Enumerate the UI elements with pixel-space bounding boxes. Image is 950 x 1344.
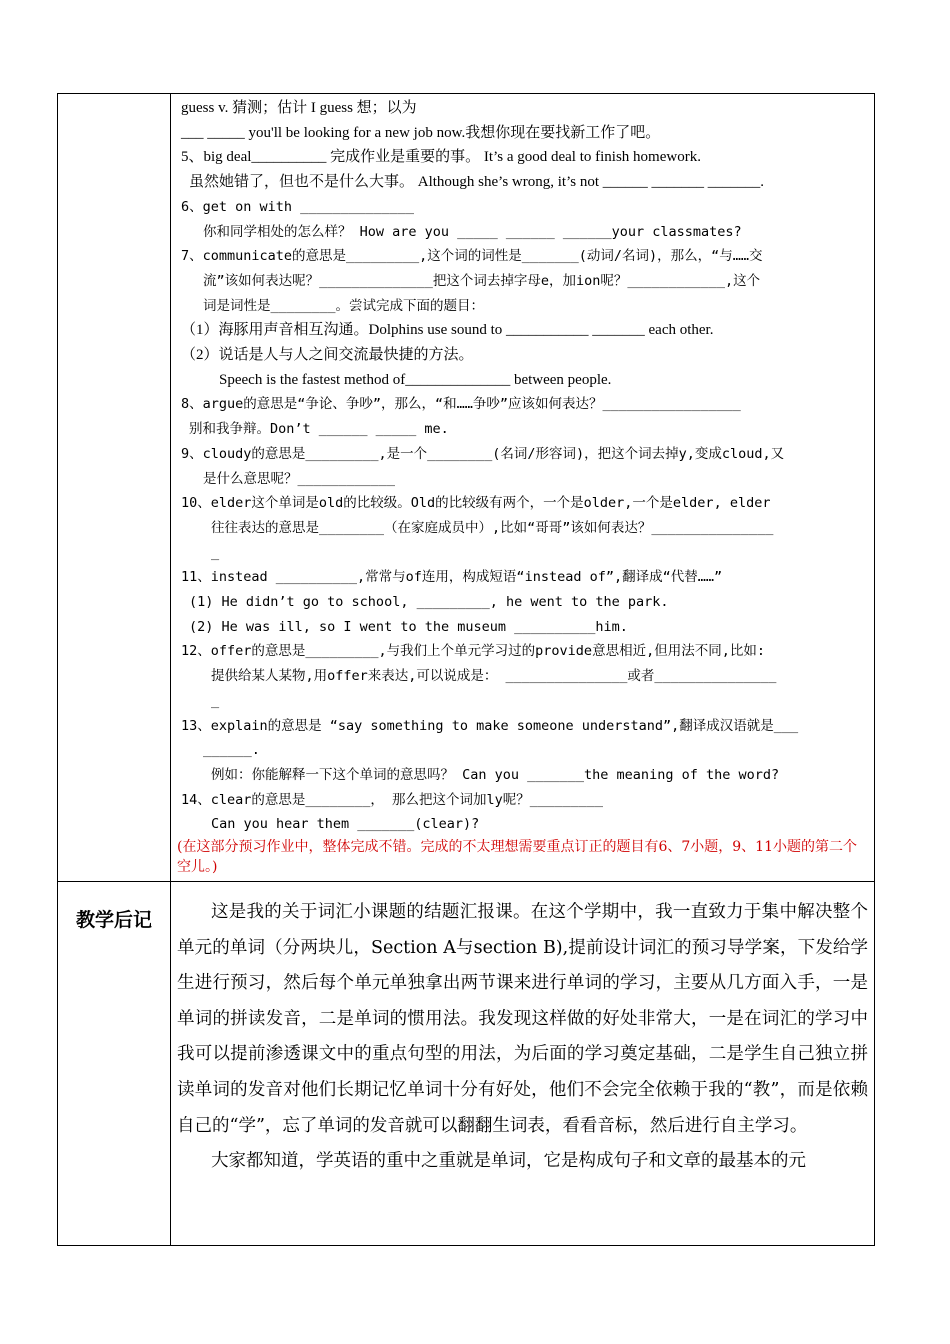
exercise-cell: [171, 94, 875, 882]
exercise-line: 你和同学相处的怎么样？ How are you _____ ______ ______your classmates?: [203, 223, 742, 240]
exercise-row: [58, 94, 875, 882]
exercise-line: 7、communicate的意思是_________,这个词的词性是_______(动词/名词)，那么，“与……交: [181, 248, 763, 265]
empty-label-cell: [58, 94, 171, 882]
exercise-line: 12、offer的意思是_________,与我们上个单元学习过的provide意思相近,但用法不同,比如:: [181, 643, 765, 660]
exercise-line: 10、elder这个单词是old的比较级。Old的比较级有两个，一个是older,一个是elder, elder: [181, 495, 771, 512]
exercise-line: 9、cloudy的意思是_________,是一个________(名词/形容词)，把这个词去掉y,变成cloud,又: [181, 445, 785, 462]
exercise-line: 提供给某人某物,用offer来表达,可以说成是： _______________或者_______________: [211, 668, 777, 685]
exercise-line: (1) He didn’t go to school, _________, he went to the park.: [189, 594, 669, 611]
exercise-line: 例如：你能解释一下这个单词的意思吗？ Can you _______the meaning of the word?: [211, 766, 780, 783]
reflection-cell: [171, 882, 875, 1246]
exercise-line: ______.: [203, 742, 260, 759]
exercise-line: 流”该如何表达呢？______________把这个词去掉字母e，加ion呢？____________,这个: [203, 272, 761, 289]
reflection-paragraph: 这是我的关于词汇小课题的结题汇报课。在这个学期中，我一直致力于集中解决整个单元的单词（分两块儿，Section A与section B),提前设计词汇的预习导学案，下发给学生进行预习，然后每个单元单独拿出两节课来进行单词的学习，主要从几方面入手，一是单词的拼读发音，二是单词的惯用法。我发现这样做的好处非常大，一是在词汇的学习中我可以提前渗透课文中的重点句型的用法，为后面的学习奠定基础，二是学生自己独立拼读单词的发音对他们长期记忆单词十分有好处，他们不会完全依赖于我的“教”，而是依赖自己的“学”，忘了单词的发音就可以翻翻生词表，看看音标，然后进行自主学习。: [177, 902, 868, 1136]
exercise-list: [177, 96, 868, 837]
exercise-line: 词是词性是________。尝试完成下面的题目：: [203, 297, 485, 314]
exercise-line: （1）海豚用声音相互沟通。Dolphins use sound to ___________ _______ each other.: [181, 322, 714, 339]
exercise-line: 13、explain的意思是 “say something to make someone understand”,翻译成汉语就是___: [181, 717, 799, 734]
exercise-line: （2）说话是人与人之间交流最快捷的方法。: [181, 347, 474, 364]
exercise-line: _: [211, 692, 220, 709]
exercise-line: guess v. 猜测；估计 I guess 想；以为: [181, 100, 417, 116]
exercise-line: 8、argue的意思是“争论、争吵”，那么，“和……争吵”应该如何表达？_________________: [181, 396, 741, 413]
exercise-line: 14、clear的意思是________， 那么把这个词加ly呢？_________: [181, 791, 603, 808]
feedback-note: (在这部分预习作业中，整体完成不错。完成的不太理想需要重点订正的题目有6、7小题，9、11小题的第二个空儿。): [177, 839, 857, 876]
exercise-line: 别和我争辩。Don’t ______ _____ me.: [189, 421, 449, 438]
exercise-line: Speech is the fastest method of______________ between people.: [219, 371, 612, 388]
exercise-line: Can you hear them _______(clear)?: [211, 816, 480, 833]
exercise-line: 往往表达的意思是________（在家庭成员中）,比如“哥哥”该如何表达？_______________: [211, 519, 774, 536]
exercise-line: 11、instead __________,常常与of连用，构成短语“instead of”,翻译成“代替……”: [181, 569, 723, 586]
exercise-line: (2) He was ill, so I went to the museum __________him.: [189, 618, 628, 635]
exercise-line: 5、big deal__________ 完成作业是重要的事。 It’s a good deal to finish homework.: [181, 149, 701, 166]
reflection-row: [58, 882, 875, 1246]
exercise-line: _: [211, 544, 220, 561]
exercise-line: 6、get on with ______________: [181, 198, 414, 215]
exercise-line: 是什么意思呢？____________: [203, 470, 396, 487]
lesson-table: [57, 93, 875, 1246]
reflection-paragraph: 大家都知道，学英语的重中之重就是单词，它是构成句子和文章的最基本的元: [211, 1151, 806, 1172]
exercise-line: 虽然她错了，但也不是什么大事。 Although she’s wrong, it’s not ______ _______ _______.: [189, 174, 765, 191]
section-label: 教学后记: [58, 882, 171, 1246]
exercise-line: ___ _____ you'll be looking for a new job now.我想你现在要找新工作了吧。: [181, 124, 661, 141]
